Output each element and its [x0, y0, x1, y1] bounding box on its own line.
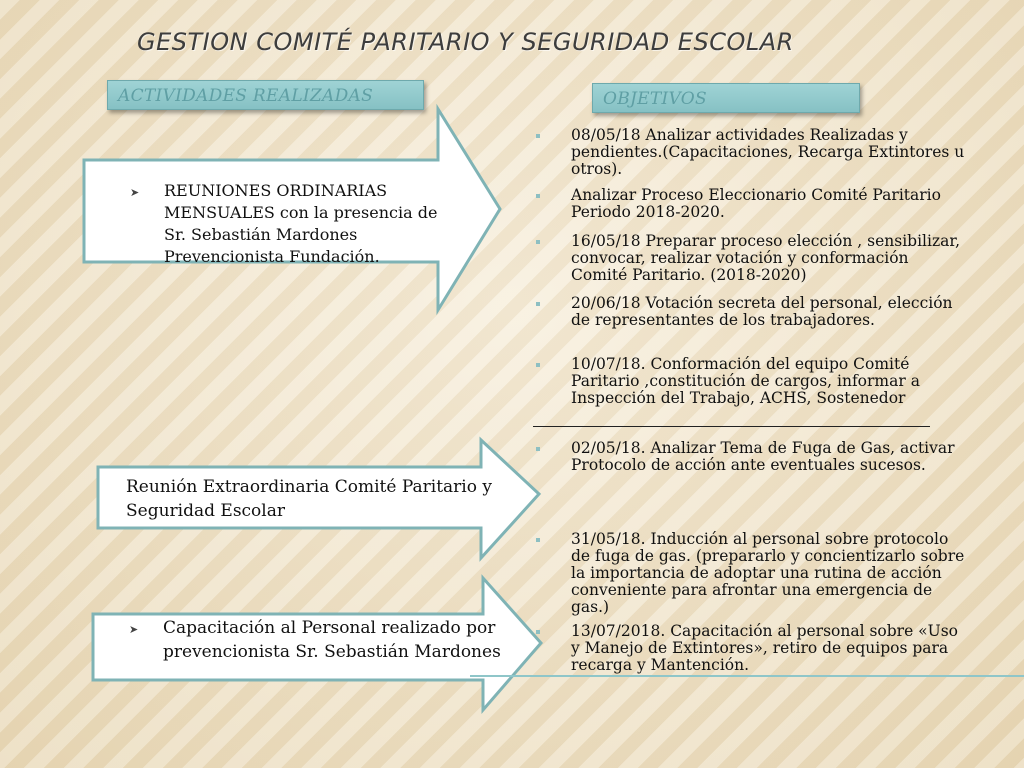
bullet-square-icon [536, 134, 540, 138]
objective-text: 16/05/18 Preparar proceso elección , sensibilizar, convocar, realizar votación y conformación Comité Paritario. (2018-2020) [571, 232, 961, 284]
activities-header [107, 80, 424, 110]
activity-text-2: Reunión Extraordinaria Comité Paritario y Seguridad Escolar [126, 477, 492, 521]
objective-item [528, 356, 968, 407]
objectives-header-label: OBJETIVOS [603, 89, 707, 109]
activity-arrow-2 [96, 438, 541, 560]
objective-text: 08/05/18 Analizar actividades Realizadas y pendientes.(Capacitaciones, Recarga Extintores u otros). [571, 126, 965, 178]
page-title: GESTION COMITÉ PARITARIO Y SEGURIDAD ESCOLAR [137, 28, 794, 56]
objective-item [528, 233, 968, 284]
bullet-square-icon [536, 447, 540, 451]
objective-text: 10/07/18. Conformación del equipo Comité Paritario ,constitución de cargos, informar a Inspección del Trabajo, ACHS, Sostenedor [571, 355, 920, 407]
objective-item [528, 440, 968, 474]
activity-arrow-1 [82, 107, 502, 312]
objective-item [528, 187, 968, 221]
objective-item [528, 531, 968, 616]
objectives-header [592, 83, 860, 113]
bullet-square-icon [536, 240, 540, 244]
bullet-square-icon [536, 194, 540, 198]
activity-arrow-3 [91, 576, 543, 712]
objective-item [528, 623, 968, 674]
section-divider [533, 426, 930, 427]
chevron-right-icon: ➤ [129, 623, 139, 636]
objective-text: 13/07/2018. Capacitación al personal sobre «Uso y Manejo de Extintores», retiro de equipos para recarga y Mantención. [571, 622, 959, 674]
objective-text: 02/05/18. Analizar Tema de Fuga de Gas, activar Protocolo de acción ante eventuales sucesos. [571, 439, 955, 474]
objective-item [528, 295, 968, 329]
objective-item [528, 127, 968, 178]
activities-header-label: ACTIVIDADES REALIZADAS [118, 86, 374, 106]
activity-item-1 [130, 180, 450, 268]
objective-text: 31/05/18. Inducción al personal sobre protocolo de fuga de gas. (prepararlo y concientizarlo sobre la importancia de adoptar una rutina de acción conveniente para afrontar una emergencia de gas.) [571, 530, 965, 616]
footer-accent-line [470, 675, 1024, 677]
activity-item-2 [126, 475, 511, 523]
activity-text-1: REUNIONES ORDINARIAS MENSUALES con la presencia de Sr. Sebastián Mardones Prevencionista Fundación. [164, 181, 438, 266]
bullet-square-icon [536, 363, 540, 367]
bullet-square-icon [536, 538, 540, 542]
objective-text: Analizar Proceso Eleccionario Comité Paritario Periodo 2018-2020. [571, 186, 941, 221]
activity-item-3 [129, 616, 509, 664]
objective-text: 20/06/18 Votación secreta del personal, elección de representantes de los trabajadores. [571, 294, 953, 329]
activity-text-3: Capacitación al Personal realizado por prevencionista Sr. Sebastián Mardones [163, 618, 501, 662]
bullet-square-icon [536, 630, 540, 634]
bullet-square-icon [536, 302, 540, 306]
chevron-right-icon: ➤ [130, 186, 140, 199]
